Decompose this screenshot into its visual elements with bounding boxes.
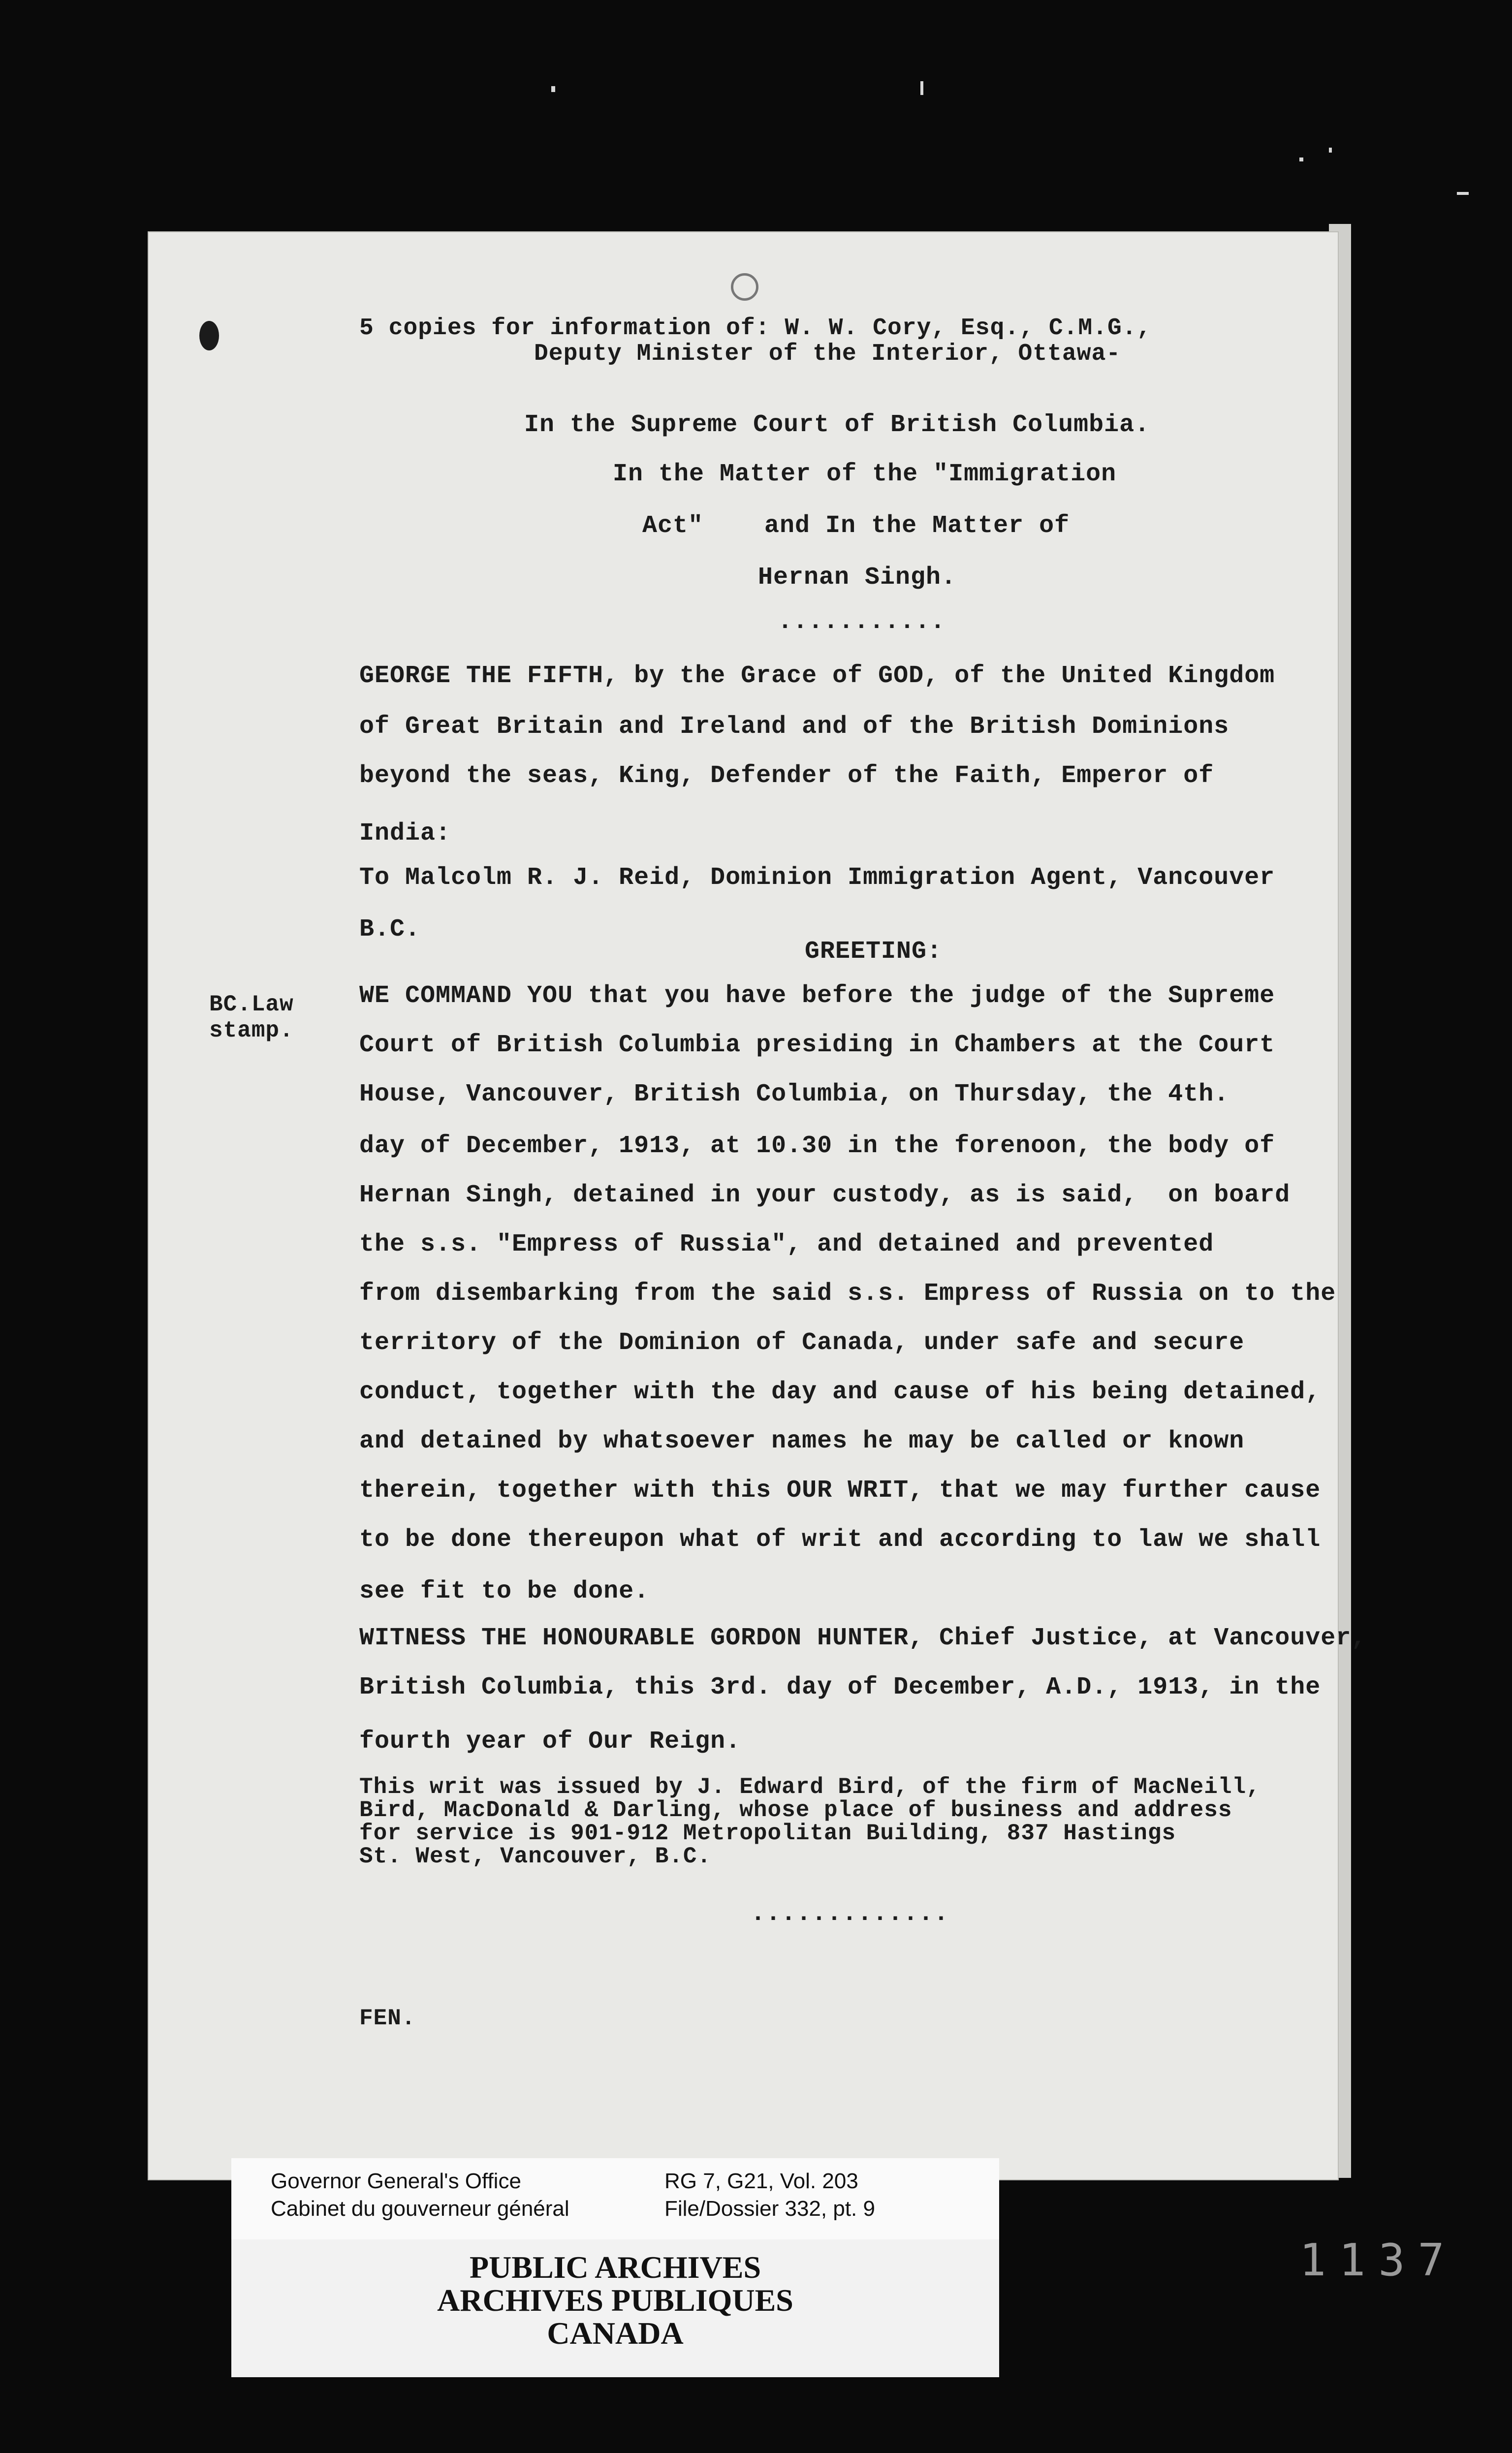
margin-note: BC.Law	[209, 992, 294, 1017]
public-archives-stamp	[231, 2239, 999, 2377]
command-line: day of December, 1913, at 10.30 in the forenoon, the body of	[359, 1132, 1275, 1160]
command-line: to be done thereupon what of writ and according to law we shall	[359, 1526, 1321, 1554]
court-line-4: Hernan Singh.	[758, 564, 957, 592]
preamble-line: GEORGE THE FIFTH, by the Grace of GOD, of the United Kingdom	[359, 662, 1275, 690]
separator: ...........	[778, 608, 946, 636]
command-line: from disembarking from the said s.s. Empress of Russia on to the	[359, 1280, 1336, 1308]
command-line: the s.s. "Empress of Russia", and detained and prevented	[359, 1230, 1214, 1258]
command-line: WITNESS THE HONOURABLE GORDON HUNTER, Chief Justice, at Vancouver,	[359, 1624, 1367, 1652]
copies-line-2: Deputy Minister of the Interior, Ottawa-	[534, 341, 1121, 367]
command-line: therein, together with this OUR WRIT, that we may further cause	[359, 1477, 1321, 1505]
stamp-line-2: ARCHIVES PUBLIQUES	[437, 2283, 793, 2318]
command-line: British Columbia, this 3rd. day of December, A.D., 1913, in the	[359, 1673, 1321, 1701]
command-line: WE COMMAND YOU that you have before the judge of the Supreme	[359, 982, 1275, 1010]
command-line: Court of British Columbia presiding in Chambers at the Court	[359, 1031, 1275, 1059]
issued-line: for service is 901-912 Metropolitan Building, 837 Hastings	[359, 1821, 1176, 1846]
greeting: GREETING:	[805, 938, 943, 966]
volume-reference: RG 7, G21, Vol. 203	[664, 2169, 858, 2193]
stamp-line-3: CANADA	[547, 2316, 684, 2351]
preamble-line: To Malcolm R. J. Reid, Dominion Immigration Agent, Vancouver	[359, 864, 1275, 892]
issued-line: St. West, Vancouver, B.C.	[359, 1844, 712, 1869]
initials: FEN.	[359, 2006, 416, 2031]
command-line: fourth year of Our Reign.	[359, 1728, 741, 1756]
issued-line: This writ was issued by J. Edward Bird, of the firm of MacNeill,	[359, 1774, 1260, 1800]
issued-line: Bird, MacDonald & Darling, whose place of business and address	[359, 1797, 1232, 1823]
film-speck	[1457, 192, 1469, 195]
film-speck	[920, 81, 923, 95]
preamble-line: of Great Britain and Ireland and of the British Dominions	[359, 713, 1229, 741]
archive-reference-label	[231, 2158, 999, 2239]
binder-hole	[731, 273, 758, 301]
frame-number: 1137	[1299, 2234, 1457, 2286]
margin-note: stamp.	[209, 1018, 294, 1043]
court-line-2: In the Matter of the "Immigration	[613, 460, 1117, 488]
command-line: House, Vancouver, British Columbia, on Thursday, the 4th.	[359, 1080, 1229, 1108]
film-speck	[551, 86, 555, 92]
file-reference: File/Dossier 332, pt. 9	[664, 2197, 875, 2221]
preamble-line: B.C.	[359, 915, 421, 943]
command-line: territory of the Dominion of Canada, under safe and secure	[359, 1329, 1245, 1357]
margin-mark	[199, 321, 219, 350]
preamble-line: beyond the seas, King, Defender of the Faith, Emperor of	[359, 762, 1214, 790]
command-line: conduct, together with the day and cause of his being detained,	[359, 1378, 1321, 1406]
film-speck	[1329, 148, 1332, 153]
copies-line-1: 5 copies for information of: W. W. Cory, Esq., C.M.G.,	[359, 315, 1152, 342]
separator: .............	[751, 1900, 949, 1928]
command-line: and detained by whatsoever names he may be called or known	[359, 1427, 1245, 1455]
film-speck	[1299, 157, 1303, 161]
command-line: Hernan Singh, detained in your custody, as is said, on board	[359, 1181, 1291, 1209]
office-french: Cabinet du gouverneur général	[271, 2197, 569, 2221]
court-line-3: Act" and In the Matter of	[642, 512, 1070, 540]
stamp-line-1: PUBLIC ARCHIVES	[469, 2250, 761, 2285]
court-line-1: In the Supreme Court of British Columbia.	[524, 411, 1150, 439]
preamble-line: India:	[359, 819, 451, 848]
command-line: see fit to be done.	[359, 1577, 650, 1605]
office-english: Governor General's Office	[271, 2169, 521, 2193]
